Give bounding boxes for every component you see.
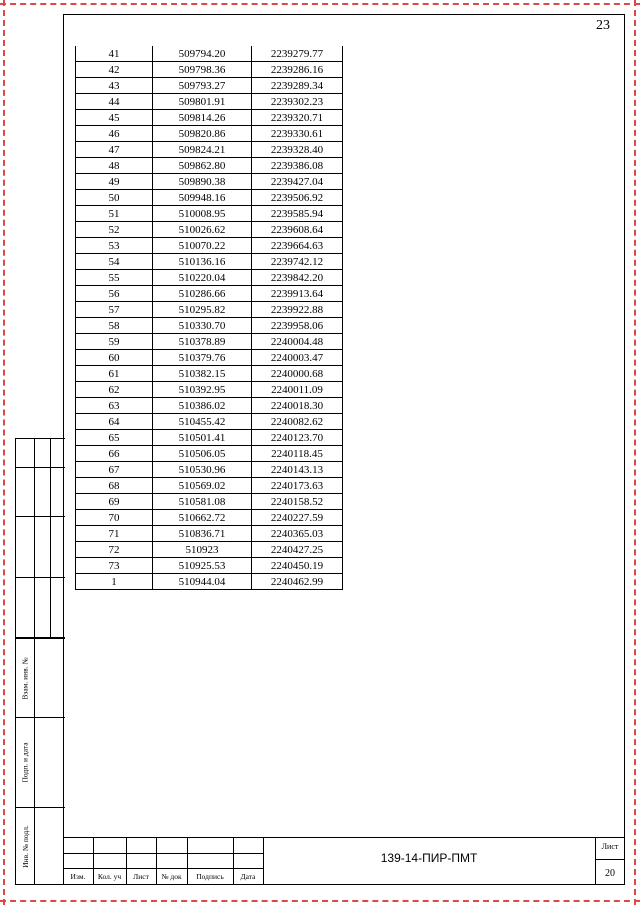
table-row — [76, 142, 343, 158]
point-number-cell: 58 — [76, 318, 153, 334]
x-coordinate-cell: 509890.38 — [153, 174, 252, 190]
table-row — [76, 494, 343, 510]
point-number-cell: 60 — [76, 350, 153, 366]
point-number-cell: 44 — [76, 94, 153, 110]
cut-line-right — [634, 0, 636, 905]
point-number-cell: 63 — [76, 398, 153, 414]
tb-col-sign: Подпись — [196, 872, 224, 881]
point-number-cell: 54 — [76, 254, 153, 270]
point-number-cell: 73 — [76, 558, 153, 574]
y-coordinate-cell: 2239506.92 — [252, 190, 343, 206]
point-number-cell: 72 — [76, 542, 153, 558]
table-row — [76, 574, 343, 590]
x-coordinate-cell: 510455.42 — [153, 414, 252, 430]
cut-line-bottom — [0, 900, 640, 902]
point-number-cell: 66 — [76, 446, 153, 462]
point-number-cell: 55 — [76, 270, 153, 286]
table-row — [76, 110, 343, 126]
table-row — [76, 558, 343, 574]
coordinates-table — [75, 46, 343, 590]
point-number-cell: 71 — [76, 526, 153, 542]
page-number: 23 — [596, 18, 610, 33]
table-row — [76, 158, 343, 174]
point-number-cell: 57 — [76, 302, 153, 318]
x-coordinate-cell: 509794.20 — [153, 46, 252, 62]
point-number-cell: 59 — [76, 334, 153, 350]
x-coordinate-cell: 509862.80 — [153, 158, 252, 174]
x-coordinate-cell: 510392.95 — [153, 382, 252, 398]
point-number-cell: 65 — [76, 430, 153, 446]
y-coordinate-cell: 2240143.13 — [252, 462, 343, 478]
x-coordinate-cell: 509948.16 — [153, 190, 252, 206]
point-number-cell: 51 — [76, 206, 153, 222]
x-coordinate-cell: 510286.66 — [153, 286, 252, 302]
tb-col-date: Дата — [240, 872, 256, 881]
y-coordinate-cell: 2239585.94 — [252, 206, 343, 222]
y-coordinate-cell: 2239427.04 — [252, 174, 343, 190]
x-coordinate-cell: 509824.21 — [153, 142, 252, 158]
y-coordinate-cell: 2239279.77 — [252, 46, 343, 62]
tb-col-doc: № док — [161, 872, 182, 881]
table-row — [76, 510, 343, 526]
tb-col-izm: Изм. — [70, 872, 86, 881]
table-row — [76, 174, 343, 190]
point-number-cell: 64 — [76, 414, 153, 430]
x-coordinate-cell: 509801.91 — [153, 94, 252, 110]
x-coordinate-cell: 510295.82 — [153, 302, 252, 318]
point-number-cell: 1 — [76, 574, 153, 590]
y-coordinate-cell: 2240082.62 — [252, 414, 343, 430]
point-number-cell: 42 — [76, 62, 153, 78]
x-coordinate-cell: 509793.27 — [153, 78, 252, 94]
x-coordinate-cell: 510506.05 — [153, 446, 252, 462]
x-coordinate-cell: 510944.04 — [153, 574, 252, 590]
x-coordinate-cell: 510026.62 — [153, 222, 252, 238]
table-row — [76, 350, 343, 366]
y-coordinate-cell: 2239742.12 — [252, 254, 343, 270]
x-coordinate-cell: 510379.76 — [153, 350, 252, 366]
point-number-cell: 45 — [76, 110, 153, 126]
y-coordinate-cell: 2239922.88 — [252, 302, 343, 318]
point-number-cell: 62 — [76, 382, 153, 398]
point-number-cell: 70 — [76, 510, 153, 526]
table-row — [76, 478, 343, 494]
x-coordinate-cell: 509820.86 — [153, 126, 252, 142]
point-number-cell: 61 — [76, 366, 153, 382]
x-coordinate-cell: 510836.71 — [153, 526, 252, 542]
y-coordinate-cell: 2239302.23 — [252, 94, 343, 110]
table-row — [76, 190, 343, 206]
x-coordinate-cell: 510501.41 — [153, 430, 252, 446]
y-coordinate-cell: 2240123.70 — [252, 430, 343, 446]
y-coordinate-cell: 2240427.25 — [252, 542, 343, 558]
title-block — [63, 837, 625, 885]
table-row — [76, 62, 343, 78]
x-coordinate-cell: 510530.96 — [153, 462, 252, 478]
y-coordinate-cell: 2239608.64 — [252, 222, 343, 238]
point-number-cell: 53 — [76, 238, 153, 254]
y-coordinate-cell: 2240000.68 — [252, 366, 343, 382]
x-coordinate-cell: 510330.70 — [153, 318, 252, 334]
table-row — [76, 94, 343, 110]
table-row — [76, 542, 343, 558]
y-coordinate-cell: 2240173.63 — [252, 478, 343, 494]
x-coordinate-cell: 510220.04 — [153, 270, 252, 286]
table-row — [76, 302, 343, 318]
table-row — [76, 446, 343, 462]
y-coordinate-cell: 2240227.59 — [252, 510, 343, 526]
table-row — [76, 78, 343, 94]
y-coordinate-cell: 2239664.63 — [252, 238, 343, 254]
y-coordinate-cell: 2239320.71 — [252, 110, 343, 126]
x-coordinate-cell: 510136.16 — [153, 254, 252, 270]
y-coordinate-cell: 2240365.03 — [252, 526, 343, 542]
y-coordinate-cell: 2239958.06 — [252, 318, 343, 334]
side-label-inv: Инв. № подл. — [20, 825, 30, 868]
y-coordinate-cell: 2240004.48 — [252, 334, 343, 350]
y-coordinate-cell: 2239386.08 — [252, 158, 343, 174]
y-coordinate-cell: 2239842.20 — [252, 270, 343, 286]
point-number-cell: 69 — [76, 494, 153, 510]
table-row — [76, 382, 343, 398]
y-coordinate-cell: 2239330.61 — [252, 126, 343, 142]
y-coordinate-cell: 2240003.47 — [252, 350, 343, 366]
table-row — [76, 462, 343, 478]
y-coordinate-cell: 2240118.45 — [252, 446, 343, 462]
y-coordinate-cell: 2240462.99 — [252, 574, 343, 590]
point-number-cell: 68 — [76, 478, 153, 494]
y-coordinate-cell: 2240018.30 — [252, 398, 343, 414]
table-row — [76, 206, 343, 222]
point-number-cell: 56 — [76, 286, 153, 302]
tb-col-list: Лист — [133, 872, 149, 881]
x-coordinate-cell: 510386.02 — [153, 398, 252, 414]
point-number-cell: 46 — [76, 126, 153, 142]
y-coordinate-cell: 2239289.34 — [252, 78, 343, 94]
table-row — [76, 286, 343, 302]
x-coordinate-cell: 510662.72 — [153, 510, 252, 526]
table-row — [76, 238, 343, 254]
side-stamp-grid — [15, 438, 65, 638]
point-number-cell: 49 — [76, 174, 153, 190]
sheet-number: 20 — [605, 868, 615, 879]
x-coordinate-cell: 510923 — [153, 542, 252, 558]
point-number-cell: 67 — [76, 462, 153, 478]
x-coordinate-cell: 510070.22 — [153, 238, 252, 254]
x-coordinate-cell: 510008.95 — [153, 206, 252, 222]
x-coordinate-cell: 510569.02 — [153, 478, 252, 494]
point-number-cell: 43 — [76, 78, 153, 94]
table-row — [76, 254, 343, 270]
point-number-cell: 52 — [76, 222, 153, 238]
point-number-cell: 50 — [76, 190, 153, 206]
table-row — [76, 46, 343, 62]
table-row — [76, 430, 343, 446]
table-row — [76, 318, 343, 334]
cut-line-left — [3, 0, 5, 905]
document-designation: 139-14-ПИР-ПМТ — [380, 851, 478, 865]
table-row — [76, 414, 343, 430]
side-label-podp: Подп. и дата — [20, 741, 30, 783]
y-coordinate-cell: 2239286.16 — [252, 62, 343, 78]
table-row — [76, 270, 343, 286]
y-coordinate-cell: 2239328.40 — [252, 142, 343, 158]
point-number-cell: 48 — [76, 158, 153, 174]
table-row — [76, 334, 343, 350]
y-coordinate-cell: 2240158.52 — [252, 494, 343, 510]
y-coordinate-cell: 2239913.64 — [252, 286, 343, 302]
point-number-cell: 47 — [76, 142, 153, 158]
x-coordinate-cell: 509814.26 — [153, 110, 252, 126]
table-row — [76, 366, 343, 382]
side-label-vzam: Взам. инв. № — [20, 656, 30, 700]
y-coordinate-cell: 2240011.09 — [252, 382, 343, 398]
x-coordinate-cell: 509798.36 — [153, 62, 252, 78]
y-coordinate-cell: 2240450.19 — [252, 558, 343, 574]
cut-line-top — [0, 3, 640, 5]
x-coordinate-cell: 510382.15 — [153, 366, 252, 382]
table-row — [76, 398, 343, 414]
table-row — [76, 126, 343, 142]
table-row — [76, 526, 343, 542]
x-coordinate-cell: 510925.53 — [153, 558, 252, 574]
tb-col-kol: Кол. уч — [97, 872, 122, 881]
x-coordinate-cell: 510378.89 — [153, 334, 252, 350]
side-stamp-labels — [15, 638, 65, 885]
point-number-cell: 41 — [76, 46, 153, 62]
sheet-label: Лист — [601, 842, 619, 851]
table-row — [76, 222, 343, 238]
x-coordinate-cell: 510581.08 — [153, 494, 252, 510]
